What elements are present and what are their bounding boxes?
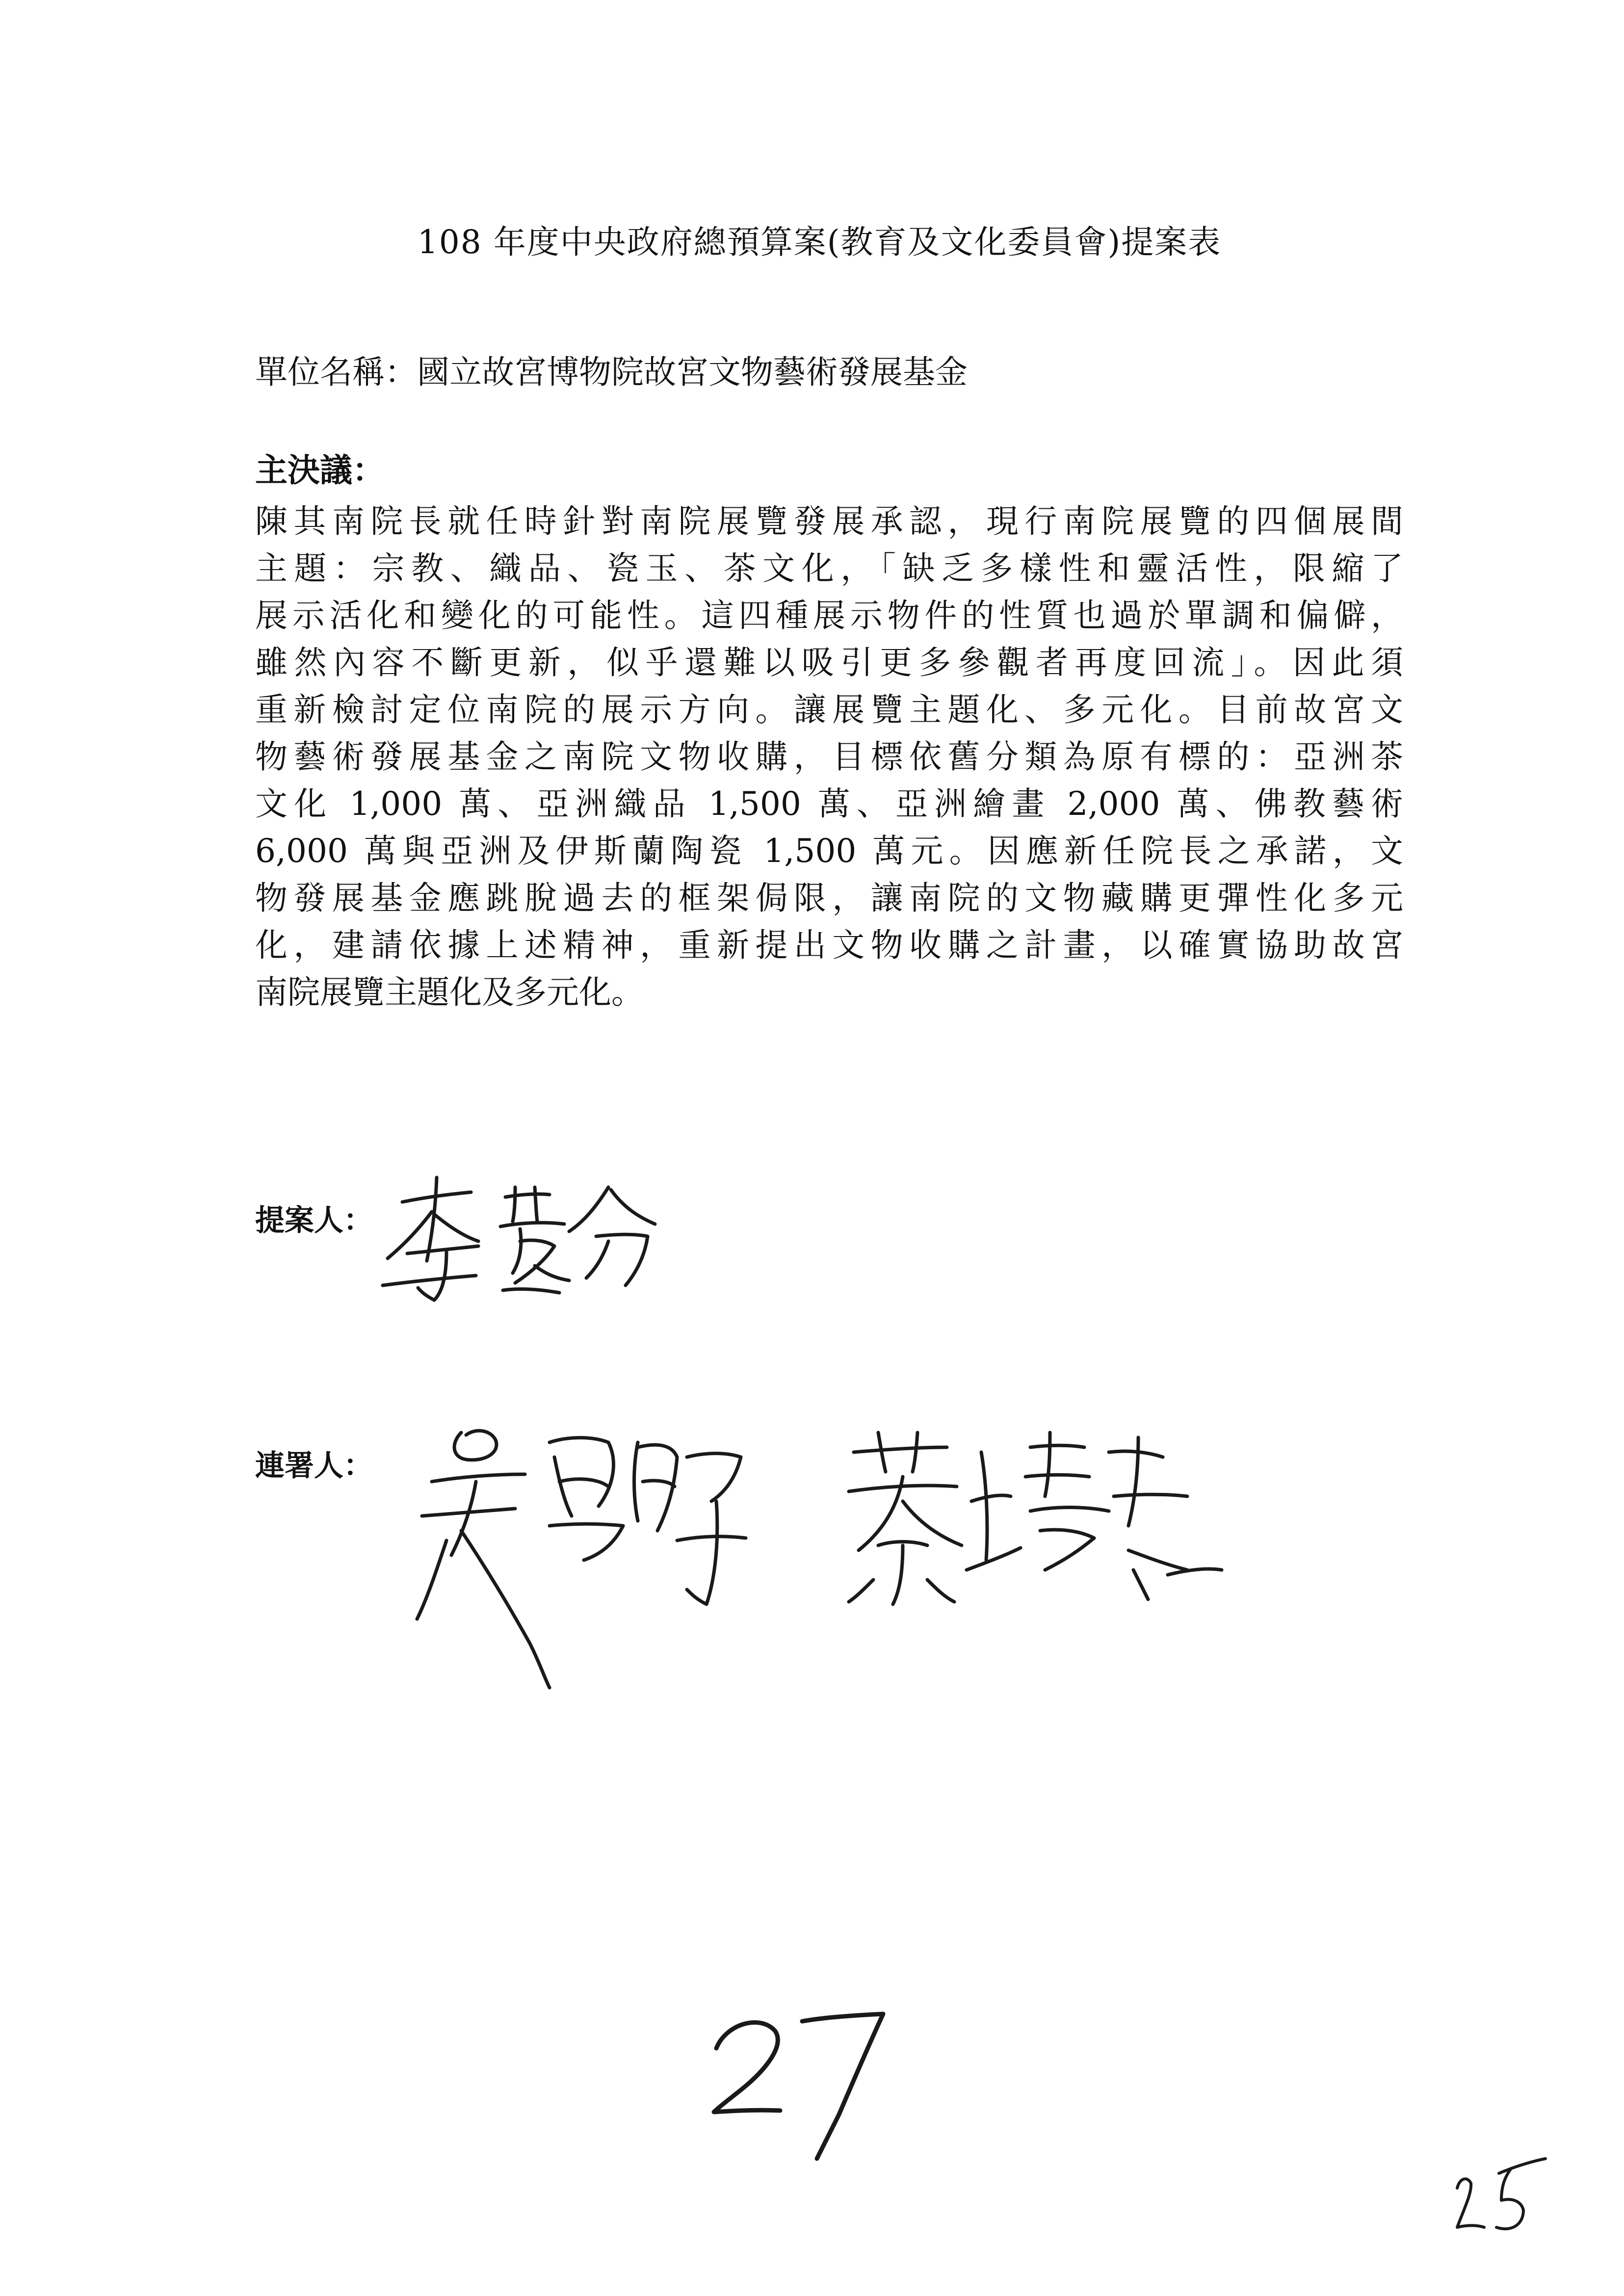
- cosigner-label: 連署人：: [255, 1449, 373, 1483]
- resolution-line: 化，建請依據上述精神，重新提出文物收購之計畫，以確實協助故宮: [255, 926, 1403, 964]
- resolution-line: 6,000 萬與亞洲及伊斯蘭陶瓷 1,500 萬元。因應新任院長之承諾，文: [255, 832, 1403, 870]
- proposer-signature: [373, 1168, 716, 1315]
- resolution-line: 物發展基金應跳脫過去的框架侷限，讓南院的文物藏購更彈性化多元: [255, 879, 1403, 917]
- resolution-line: 展示活化和變化的可能性。這四種展示物件的性質也過於單調和偏僻，: [255, 597, 1403, 634]
- unit-name: 國立故宮博物院故宮文物藝術發展基金: [417, 353, 968, 391]
- proposer-label: 提案人：: [255, 1203, 373, 1238]
- resolution-line: 陳其南院長就任時針對南院展覽發展承認，現行南院展覽的四個展間: [255, 502, 1403, 540]
- cosigner-signature-1: [402, 1413, 844, 1756]
- handwritten-corner-number: [1452, 2154, 1550, 2254]
- unit-line: [255, 346, 968, 392]
- resolution-line: 南院展覽主題化及多元化。: [255, 973, 644, 1011]
- resolution-body: [255, 498, 1403, 1016]
- resolution-heading: 主決議：: [255, 451, 385, 489]
- resolution-line: 文化 1,000 萬、亞洲織品 1,500 萬、亞洲繪畫 2,000 萬、佛教藝術: [255, 785, 1403, 823]
- handwritten-page-number: [707, 2002, 903, 2170]
- resolution-line: 主題：宗教、織品、瓷玉、茶文化，「缺乏多樣性和靈活性，限縮了: [255, 549, 1403, 587]
- resolution-line: 雖然內容不斷更新，似乎還難以吸引更多參觀者再度回流」。因此須: [255, 644, 1403, 681]
- document-title: 108 年度中央政府總預算案(教育及文化委員會)提案表: [417, 223, 1222, 261]
- cosigner-signature-2: [834, 1423, 1227, 1629]
- unit-label: 單位名稱：: [255, 353, 417, 391]
- resolution-line: 重新檢討定位南院的展示方向。讓展覽主題化、多元化。目前故宮文: [255, 691, 1403, 729]
- resolution-line: 物藝術發展基金之南院文物收購，目標依舊分類為原有標的：亞洲茶: [255, 738, 1403, 776]
